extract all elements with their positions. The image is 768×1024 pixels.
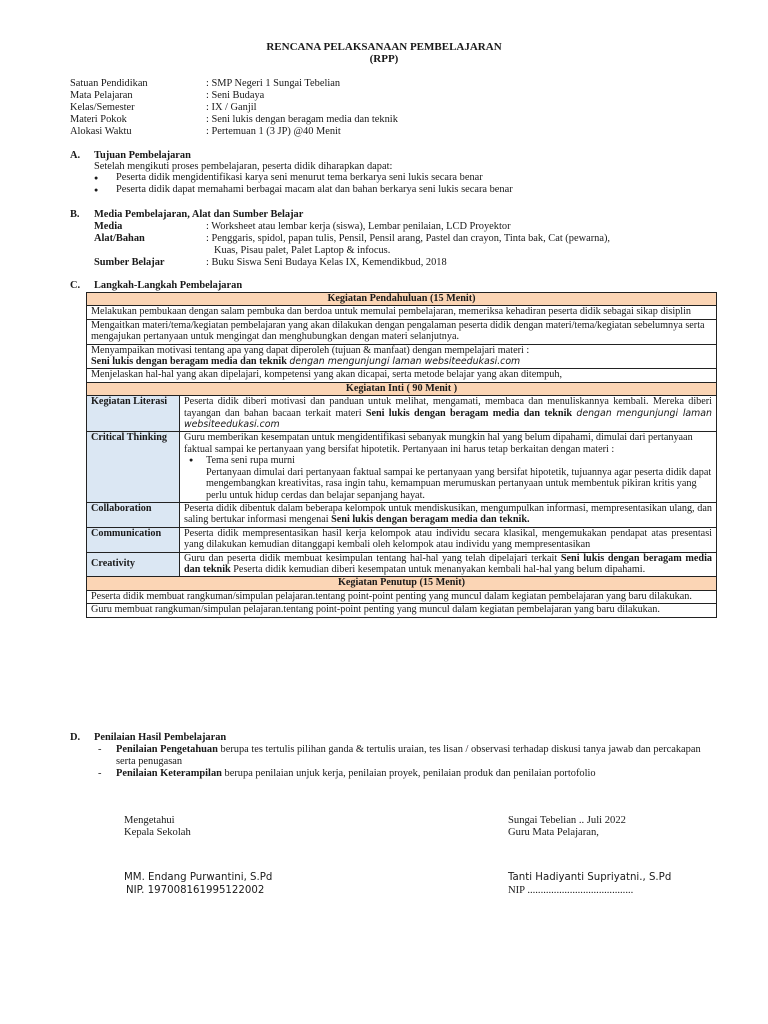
section-d-letter: D.: [70, 732, 81, 743]
info-value: : SMP Negeri 1 Sungai Tebelian: [206, 78, 341, 89]
table-row: [87, 432, 717, 502]
media-label: Media: [94, 221, 123, 232]
info-label: Satuan Pendidikan: [70, 78, 148, 89]
critical-label: Critical Thinking: [87, 432, 180, 502]
literasi-link: dengan mengunjungi laman websiteedukasi.com: [184, 407, 712, 431]
table-row: [87, 577, 717, 590]
table-row: [87, 396, 717, 432]
info-label: Mata Pelajaran: [70, 90, 133, 101]
table-row: [87, 344, 717, 369]
table-cell: Peserta didik mempresentasikan hasil kerja kelompok atau individu secara klasikal, mengemukakan pendapat atas presentasi yang dilakukan kemudian ditanggapi kembali oleh kelompok atau individu yang mempresentasikan: [180, 527, 717, 552]
item-text: berupa penilaian unjuk kerja, penilaian proyek, penilaian produk dan penilaian portofolio: [224, 768, 596, 779]
creat-bold: Seni lukis dengan beragam media dan teknik: [184, 552, 713, 575]
creat-text: Guru dan peserta didik membuat kesimpulan tentang hal-hal yang telah dipelajari terkait: [184, 552, 558, 564]
table-row: [87, 382, 717, 395]
info-label: Alokasi Waktu: [70, 126, 132, 137]
sig-right-name: Tanti Hadiyanti Supriyatni., S.Pd: [508, 872, 672, 883]
section-c-title: Langkah-Langkah Pembelajaran: [94, 280, 243, 291]
sig-left-nip: NIP. 197008161995122002: [126, 885, 265, 896]
motivasi-link: dengan mengunjungi laman websiteedukasi.com: [289, 356, 521, 368]
table-row: [87, 590, 717, 603]
table-cell: [180, 396, 717, 432]
info-value: : Seni lukis dengan beragam media dan teknik: [206, 114, 398, 125]
sig-right-line1: Sungai Tebelian .. Juli 2022: [508, 815, 626, 826]
sig-right-line2: Guru Mata Pelajaran,: [508, 827, 599, 838]
info-label: Materi Pokok: [70, 114, 127, 125]
list-item: [116, 744, 716, 767]
bullet-icon: ●: [94, 186, 99, 194]
dash-icon: -: [98, 744, 102, 755]
motivasi-text: Menyampaikan motivasi tentang apa yang dapat diperoleh (tujuan & manfaat) dengan mempelajari materi :: [91, 344, 530, 356]
item-bold: Penilaian Keterampilan: [116, 768, 222, 779]
table-row: [87, 306, 717, 319]
info-value: : Seni Budaya: [206, 90, 265, 101]
info-value: : Pertemuan 1 (3 JP) @40 Menit: [206, 126, 341, 137]
alat-label: Alat/Bahan: [94, 233, 145, 244]
table-cell: [87, 344, 717, 369]
literasi-label: Kegiatan Literasi: [87, 396, 180, 432]
table-cell: Guru membuat rangkuman/simpulan pelajaran.tentang point-point penting yang muncul dalam kegiatan pembelajaran yang baru dilakukan.: [87, 604, 717, 617]
table-row: [87, 319, 717, 344]
table-cell: Peserta didik membuat rangkuman/simpulan pelajaran.tentang point-point penting yang muncul dalam kegiatan pembelajaran yang baru dilakukan.: [87, 590, 717, 603]
list-item: Peserta didik mengidentifikasi karya seni menurut tema berkarya seni lukis secara benar: [116, 172, 483, 183]
table-row: [87, 527, 717, 552]
document-subtitle: (RPP): [369, 53, 399, 65]
table-row: [87, 293, 717, 306]
section-a-intro: Setelah mengikuti proses pembelajaran, peserta didik diharapkan dapat:: [94, 161, 393, 172]
table-cell: Mengaitkan materi/tema/kegiatan pembelajaran yang akan dilakukan dengan pengalaman peserta didik dengan materi/tema/kegiatan sebelumnya serta mengajukan pertanyaan untuk mengingat dan menghubungkan dengan materi selanjutnya.: [87, 319, 717, 344]
document-title: RENCANA PELAKSANAAN PEMBELAJARAN: [266, 41, 502, 53]
collab-label: Collaboration: [87, 502, 180, 527]
alat-value-cont: Kuas, Pisau palet, Palet Laptop & infocus.: [214, 245, 391, 256]
sig-right-nip: NIP ........................................: [508, 885, 634, 896]
sumber-label: Sumber Belajar: [94, 257, 165, 268]
critical-list: [184, 455, 712, 501]
list-item: ● Tema seni rupa murni Pertanyaan dimulai dari pertanyaan faktual sampai ke pertanyaan yang bersifat hipotetik, tujuannya agar peserta didik dapat mengembangkan kreativitas, rasa ingin tahu, kemampuan merumuskan pertanyaan untuk membentuk pikiran kritis yang perlu untuk hidup cerdas dan belajar sepanjang hayat.: [206, 455, 712, 501]
table-cell: Melakukan pembukaan dengan salam pembuka dan berdoa untuk memulai pembelajaran, memeriksa kehadiran peserta didik sebagai sikap disiplin: [87, 306, 717, 319]
sig-left-line2: Kepala Sekolah: [124, 827, 191, 838]
bullet-icon: ●: [94, 174, 99, 182]
info-value: : IX / Ganjil: [206, 102, 257, 113]
pendahuluan-header: Kegiatan Pendahuluan (15 Menit): [87, 293, 717, 306]
critical-text: Guru memberikan kesempatan untuk mengidentifikasi sebanyak mungkin hal yang belum dipahami, dimulai dari pertanyaan faktual sampai ke pertanyaan yang bersifat hipotetik. Pertanyaan ini harus tetap berkaitan dengan materi :: [184, 432, 693, 455]
creat-label: Creativity: [87, 552, 180, 577]
section-a-title: Tujuan Pembelajaran: [94, 150, 191, 161]
collab-text: Peserta didik dibentuk dalam beberapa kelompok untuk mendiskusikan, mengumpulkan informasi, mempresentasikan ulang, dan saling bertukar informasi mengenai: [184, 502, 712, 526]
alat-value: : Penggaris, spidol, papan tulis, Pensil, Pensil arang, Pastel dan crayon, Tinta bak, Cat (pewarna),: [206, 233, 611, 244]
table-row: [87, 502, 717, 527]
section-d-title: Penilaian Hasil Pembelajaran: [94, 732, 227, 743]
sig-left-line1: Mengetahui: [124, 815, 175, 826]
inti-header: Kegiatan Inti ( 90 Menit ): [87, 382, 717, 395]
item-text: berupa tes tertulis pilihan ganda & tertulis uraian, tes lisan / observasi terhadap diskusi tanya jawab dan percakapan serta penugasan: [116, 744, 701, 767]
table-row: [87, 604, 717, 617]
motivasi-bold: Seni lukis dengan beragam media dan teknik: [91, 356, 287, 368]
table-row: [87, 552, 717, 577]
table-cell: [180, 432, 717, 502]
section-a-letter: A.: [70, 150, 81, 161]
creat-text-2: Peserta didik kemudian diberi kesempatan untuk menanyakan kembali hal-hal yang belum dipahami.: [233, 563, 646, 575]
comm-label: Communication: [87, 527, 180, 552]
table-cell: [180, 552, 717, 577]
list-item: [116, 768, 716, 780]
table-cell: Menjelaskan hal-hal yang akan dipelajari, kompetensi yang akan dicapai, serta metode belajar yang akan ditempuh,: [87, 369, 717, 382]
media-value: : Worksheet atau lembar kerja (siswa), Lembar penilaian, LCD Proyektor: [206, 221, 511, 232]
section-b-letter: B.: [70, 209, 80, 220]
collab-bold: Seni lukis dengan beragam media dan teknik.: [331, 514, 530, 526]
table-cell: [180, 502, 717, 527]
info-label: Kelas/Semester: [70, 102, 135, 113]
section-b-title: Media Pembelajaran, Alat dan Sumber Belajar: [94, 209, 304, 220]
dash-icon: -: [98, 768, 102, 779]
literasi-text: Peserta didik diberi motivasi dan panduan untuk melihat, mengamati, membaca dan menuliskannya kembali. Mereka diberi tayangan dan bahan bacaan terkait materi: [184, 396, 712, 419]
sig-left-name: MM. Endang Purwantini, S.Pd: [124, 872, 273, 883]
sumber-value: : Buku Siswa Seni Budaya Kelas IX, Kemendikbud, 2018: [206, 257, 447, 268]
section-c-letter: C.: [70, 280, 81, 291]
literasi-bold: Seni lukis dengan beragam media dan teknik: [365, 407, 573, 419]
item-bold: Penilaian Pengetahuan: [116, 744, 218, 755]
penutup-header: Kegiatan Penutup (15 Menit): [87, 577, 717, 590]
steps-table: [86, 292, 717, 618]
list-item: Peserta didik dapat memahami berbagai macam alat dan bahan berkarya seni lukis secara benar: [116, 184, 513, 195]
table-row: [87, 369, 717, 382]
